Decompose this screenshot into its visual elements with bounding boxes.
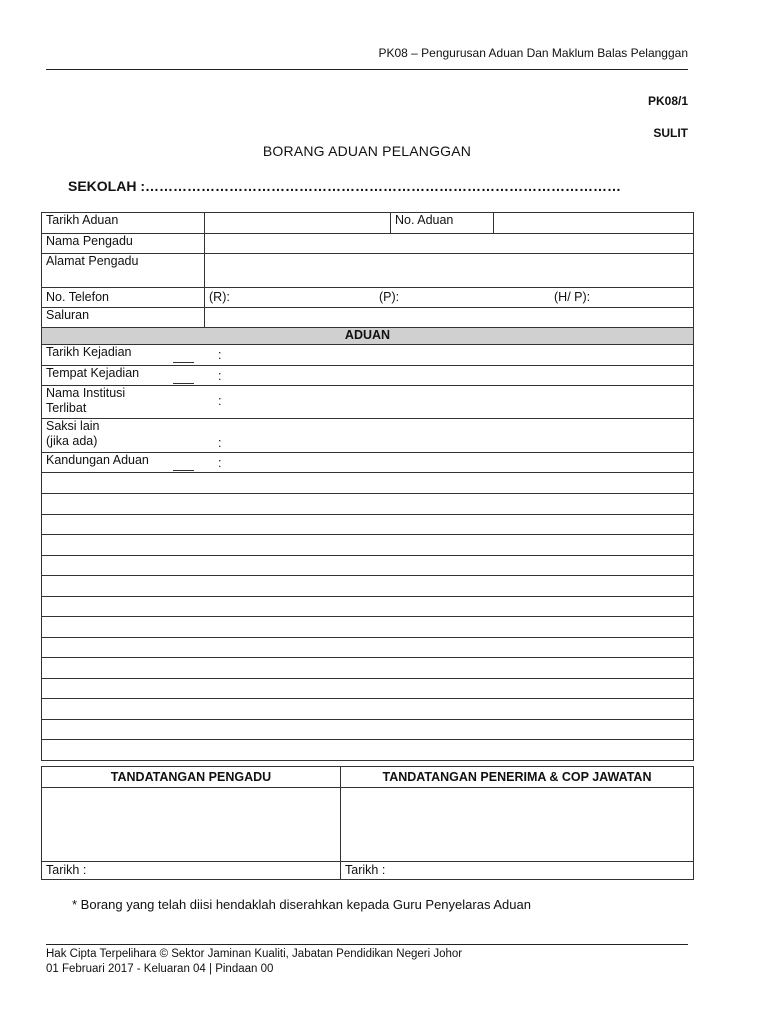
saluran-label: Saluran (42, 308, 205, 328)
complaint-content-line[interactable] (42, 597, 694, 617)
classification-label: SULIT (653, 126, 688, 140)
form-code: PK08/1 (647, 94, 688, 108)
footer-copyright: Hak Cipta Terpelihara © Sektor Jaminan Kualiti, Jabatan Pendidikan Negeri Johor (46, 948, 463, 960)
colon: : (218, 394, 222, 408)
underline (173, 348, 194, 363)
signature-table (41, 766, 694, 880)
saksi-label-line2: (jika ada) (46, 434, 98, 448)
saksi-label-line1: Saksi lain (46, 419, 100, 433)
complaint-content-line[interactable] (42, 638, 694, 658)
underline (173, 388, 194, 419)
complaint-form-table (41, 212, 694, 761)
aduan-section-header: ADUAN (42, 328, 694, 345)
alamat-pengadu-label: Alamat Pengadu (42, 254, 205, 288)
no-telefon-field[interactable] (205, 288, 694, 308)
tempat-kejadian-label: Tempat Kejadian (46, 366, 140, 380)
school-line: SEKOLAH :………………………………………………………………………………………… (68, 178, 621, 194)
signature-pengadu-box[interactable] (42, 788, 341, 862)
colon: : (218, 348, 222, 362)
running-header: PK08 – Pengurusan Aduan Dan Maklum Balas Pelanggan (378, 46, 688, 60)
complaint-content-line[interactable] (42, 699, 694, 720)
signature-penerima-box[interactable] (341, 788, 694, 862)
kandungan-aduan-label: Kandungan Aduan (46, 453, 149, 467)
complaint-content-line[interactable] (42, 576, 694, 597)
saluran-field[interactable] (205, 308, 694, 328)
tempat-kejadian-row[interactable] (42, 366, 694, 386)
tarikh-pengadu-field[interactable]: Tarikh : (42, 862, 341, 880)
form-title: BORANG ADUAN PELANGGAN (262, 143, 472, 159)
submission-note: * Borang yang telah diisi hendaklah diserahkan kepada Guru Penyelaras Aduan (72, 897, 531, 912)
phone-hp-label: (H/ P): (554, 290, 591, 304)
phone-p-label: (P): (379, 290, 400, 304)
footer-rule (46, 944, 688, 945)
footer-revision: 01 Februari 2017 - Keluaran 04 | Pindaan 00 (46, 963, 274, 975)
tarikh-penerima-field[interactable]: Tarikh : (341, 862, 694, 880)
kandungan-aduan-row[interactable] (42, 453, 694, 473)
colon: : (218, 369, 222, 383)
underline (173, 421, 194, 453)
nama-institusi-label-line1: Nama Institusi (46, 386, 126, 400)
colon: : (218, 456, 222, 470)
underline (173, 456, 194, 471)
no-aduan-label: No. Aduan (391, 213, 494, 234)
phone-r-label: (R): (209, 290, 230, 304)
tarikh-aduan-label: Tarikh Aduan (42, 213, 205, 234)
alamat-pengadu-field[interactable] (205, 254, 694, 288)
no-aduan-field[interactable] (494, 213, 694, 234)
underline (173, 369, 194, 384)
no-telefon-label: No. Telefon (42, 288, 205, 308)
saksi-row[interactable] (42, 419, 694, 453)
complaint-content-line[interactable] (42, 658, 694, 679)
complaint-content-line[interactable] (42, 720, 694, 740)
header-rule (46, 69, 688, 70)
signature-pengadu-header: TANDATANGAN PENGADU (42, 767, 341, 788)
colon: : (218, 436, 222, 450)
nama-pengadu-field[interactable] (205, 234, 694, 254)
complaint-content-line[interactable] (42, 473, 694, 494)
signature-penerima-header: TANDATANGAN PENERIMA & COP JAWATAN (341, 767, 694, 788)
tarikh-kejadian-label: Tarikh Kejadian (46, 345, 132, 359)
tarikh-kejadian-row[interactable] (42, 345, 694, 366)
complaint-content-line[interactable] (42, 535, 694, 556)
complaint-content-line[interactable] (42, 515, 694, 535)
nama-institusi-label-line2: Terlibat (46, 401, 87, 415)
nama-pengadu-label: Nama Pengadu (42, 234, 205, 254)
nama-institusi-row[interactable] (42, 386, 694, 419)
complaint-content-line[interactable] (42, 679, 694, 699)
complaint-content-line[interactable] (42, 494, 694, 515)
complaint-content-line[interactable] (42, 740, 694, 761)
tarikh-aduan-field[interactable] (205, 213, 391, 234)
complaint-content-line[interactable] (42, 556, 694, 576)
complaint-content-line[interactable] (42, 617, 694, 638)
